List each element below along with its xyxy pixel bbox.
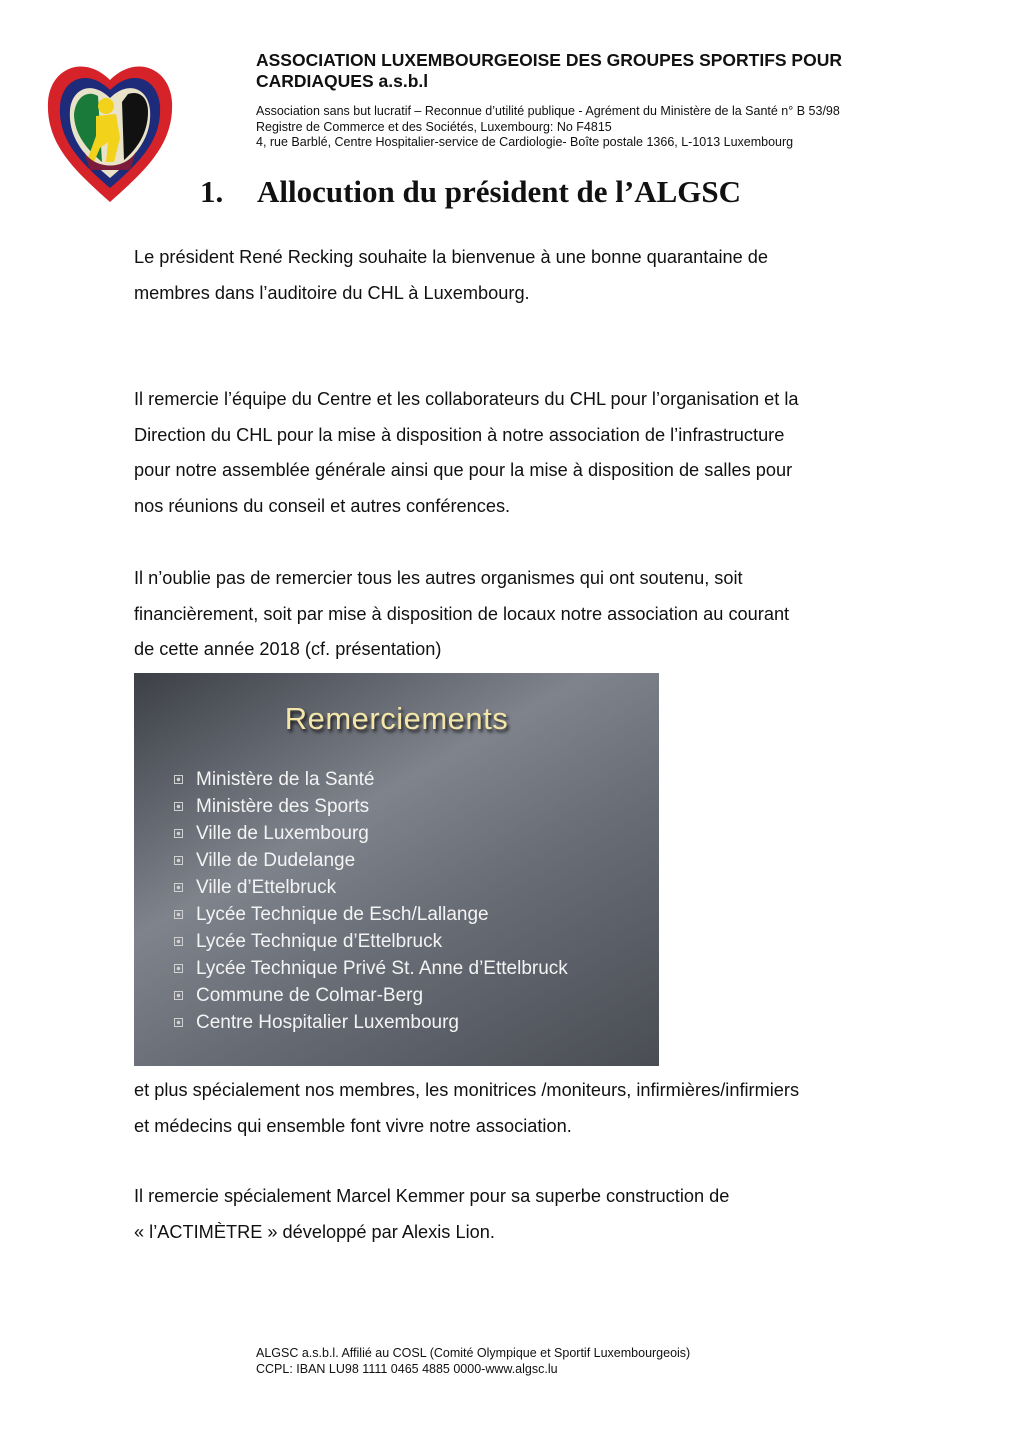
text-line: Il remercie l’équipe du Centre et les collaborateurs du CHL pour l’organisation et la bbox=[134, 389, 799, 409]
slide-item-text: Lycée Technique d’Ettelbruck bbox=[196, 930, 443, 952]
text-line: Le président René Recking souhaite la bienvenue à une bonne quarantaine de bbox=[134, 247, 769, 267]
organization-details bbox=[256, 104, 976, 151]
slide-list-item bbox=[174, 766, 568, 793]
slide-item-text: Ville de Dudelange bbox=[196, 849, 356, 871]
organization-status-line: Association sans but lucratif – Reconnue d’utilité publique - Agrément du Ministère de la Santé n° B 53/98 bbox=[256, 104, 840, 118]
text-line: nos réunions du conseil et autres conférences. bbox=[134, 495, 511, 516]
footer-affiliation: ALGSC a.s.b.l. Affilié au COSL (Comité Olympique et Sportif Luxembourgeois) bbox=[256, 1346, 691, 1360]
square-bullet-icon bbox=[174, 937, 183, 946]
text-line: membres dans l’auditoire du CHL à Luxembourg. bbox=[134, 282, 530, 303]
square-bullet-icon bbox=[174, 910, 183, 919]
slide-list-item bbox=[174, 847, 568, 874]
paragraph-welcome bbox=[134, 240, 914, 311]
slide-list bbox=[174, 766, 568, 1036]
square-bullet-icon bbox=[174, 991, 183, 1000]
section-heading bbox=[200, 172, 741, 212]
paragraph-thanks-centre bbox=[134, 382, 914, 524]
square-bullet-icon bbox=[174, 829, 183, 838]
square-bullet-icon bbox=[174, 775, 183, 784]
slide-list-item bbox=[174, 874, 568, 901]
organization-name bbox=[256, 50, 976, 92]
section-number: 1. bbox=[200, 174, 224, 209]
text-line: Direction du CHL pour la mise à disposition à notre association de l’infrastructure bbox=[134, 424, 785, 445]
heart-logo-icon bbox=[44, 52, 176, 204]
text-line: « l’ACTIMÈTRE » développé par Alexis Lion. bbox=[134, 1221, 495, 1242]
organization-name-line-2: CARDIAQUES a.s.b.l bbox=[256, 71, 429, 91]
address-line: 4, rue Barblé, Centre Hospitalier-service de Cardiologie- Boîte postale 1366, L-1013 Luxembourg bbox=[256, 135, 794, 149]
slide-list-item bbox=[174, 955, 568, 982]
slide-list-item bbox=[174, 901, 568, 928]
registry-line: Registre de Commerce et des Sociétés, Luxembourg: No F4815 bbox=[256, 119, 612, 134]
slide-item-text: Centre Hospitalier Luxembourg bbox=[196, 1011, 459, 1033]
footer-bank-website: CCPL: IBAN LU98 1111 0465 4885 0000-www.algsc.lu bbox=[256, 1361, 558, 1376]
text-line: de cette année 2018 (cf. présentation) bbox=[134, 639, 442, 659]
letterhead bbox=[256, 50, 976, 151]
slide-item-text: Commune de Colmar-Berg bbox=[196, 984, 424, 1006]
slide-item-text: Lycée Technique Privé St. Anne d’Ettelbruck bbox=[196, 957, 568, 979]
paragraph-thanks-actimetre bbox=[134, 1179, 914, 1250]
text-line: pour notre assemblée générale ainsi que pour la mise à disposition de salles pour bbox=[134, 460, 793, 480]
slide-title: Remerciements bbox=[284, 701, 509, 736]
slide-item-text: Ministère des Sports bbox=[196, 795, 370, 817]
text-line: Il n’oublie pas de remercier tous les autres organismes qui ont soutenu, soit bbox=[134, 568, 743, 588]
text-line: Il remercie spécialement Marcel Kemmer pour sa superbe construction de bbox=[134, 1186, 730, 1206]
square-bullet-icon bbox=[174, 883, 183, 892]
square-bullet-icon bbox=[174, 964, 183, 973]
association-logo bbox=[44, 52, 176, 204]
slide-item-text: Ville de Luxembourg bbox=[196, 822, 369, 844]
slide-list-item bbox=[174, 793, 568, 820]
text-line: et médecins qui ensemble font vivre notre association. bbox=[134, 1115, 572, 1136]
text-line: et plus spécialement nos membres, les monitrices /moniteurs, infirmières/infirmiers bbox=[134, 1080, 800, 1100]
slide-list-item bbox=[174, 982, 568, 1009]
slide-list-item bbox=[174, 928, 568, 955]
slide-item-text: Lycée Technique de Esch/Lallange bbox=[196, 903, 489, 925]
paragraph-thanks-organisms bbox=[134, 561, 914, 668]
slide-list-item bbox=[174, 1009, 568, 1036]
square-bullet-icon bbox=[174, 1018, 183, 1027]
page-footer bbox=[256, 1346, 690, 1377]
slide-item-text: Ministère de la Santé bbox=[196, 768, 375, 790]
organization-name-line-1: ASSOCIATION LUXEMBOURGEOISE DES GROUPES SPORTIFS POUR bbox=[256, 50, 842, 70]
square-bullet-icon bbox=[174, 802, 183, 811]
paragraph-thanks-members bbox=[134, 1073, 914, 1144]
slide-item-text: Ville d’Ettelbruck bbox=[196, 876, 337, 898]
presentation-slide bbox=[134, 673, 659, 1066]
square-bullet-icon bbox=[174, 856, 183, 865]
text-line: financièrement, soit par mise à disposition de locaux notre association au courant bbox=[134, 603, 790, 624]
slide-list-item bbox=[174, 820, 568, 847]
section-title: Allocution du président de l’ALGSC bbox=[257, 174, 742, 209]
